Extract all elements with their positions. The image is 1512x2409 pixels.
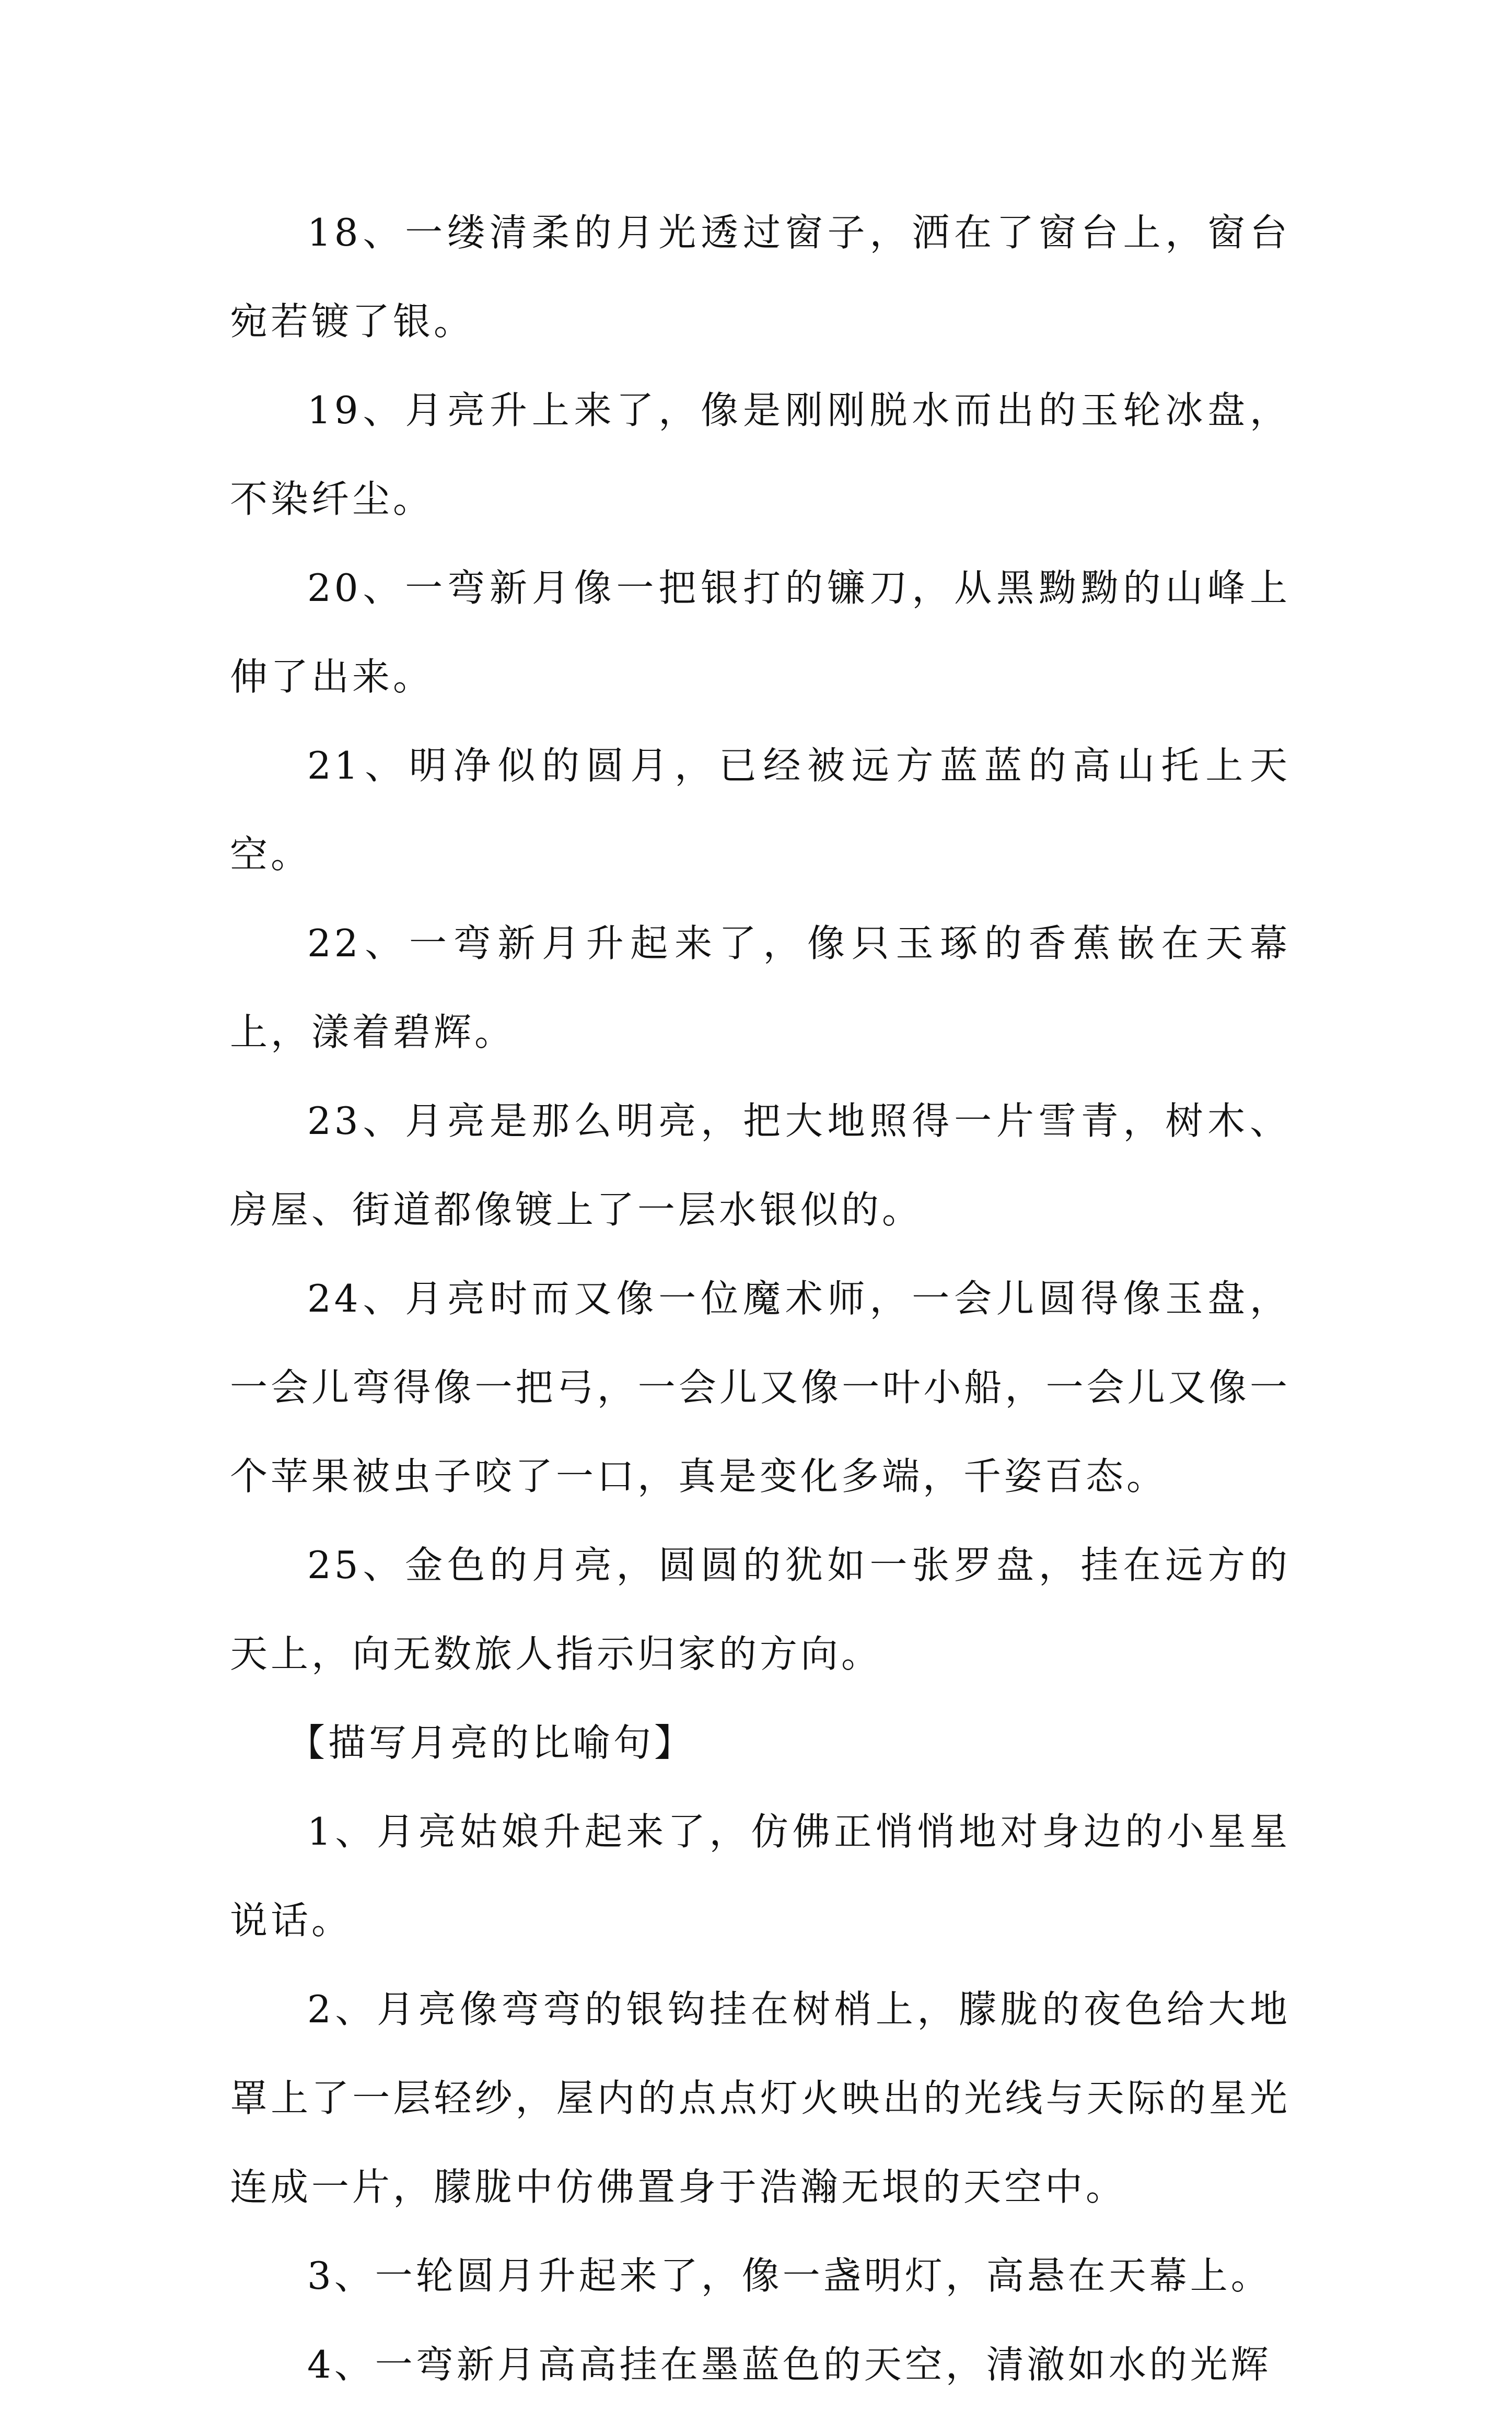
document-body: [230, 188, 1290, 2409]
paragraph-22: 22、一弯新月升起来了，像只玉琢的香蕉嵌在天幕上，漾着碧辉。: [230, 921, 1290, 1054]
section-heading: 【描写月亮的比喻句】: [287, 1721, 695, 1765]
paragraph-21: 21、明净似的圆月，已经被远方蓝蓝的高山托上天空。: [230, 744, 1290, 876]
section-paragraph-1: 1、月亮姑娘升起来了，仿佛正悄悄地对身边的小星星说话。: [230, 1810, 1290, 1942]
paragraph-24: 24、月亮时而又像一位魔术师，一会儿圆得像玉盘，一会儿弯得像一把弓，一会儿又像一叶小船，一会儿又像一个苹果被虫子咬了一口，真是变化多端，千姿百态。: [230, 1277, 1290, 1498]
paragraph-23: 23、月亮是那么明亮，把大地照得一片雪青，树木、房屋、街道都像镀上了一层水银似的。: [230, 1099, 1290, 1232]
paragraph-25: 25、金色的月亮，圆圆的犹如一张罗盘，挂在远方的天上，向无数旅人指示归家的方向。: [230, 1543, 1290, 1676]
paragraph-18: 18、一缕清柔的月光透过窗子，洒在了窗台上，窗台宛若镀了银。: [230, 211, 1290, 343]
paragraph-20: 20、一弯新月像一把银打的镰刀，从黑黝黝的山峰上伸了出来。: [230, 566, 1290, 699]
paragraph-19: 19、月亮升上来了，像是刚刚脱水而出的玉轮冰盘，不染纤尘。: [230, 388, 1290, 521]
section-paragraph-3: 3、一轮圆月升起来了，像一盏明灯，高悬在天幕上。: [307, 2254, 1272, 2298]
section-paragraph-2: 2、月亮像弯弯的银钩挂在树梢上，朦胧的夜色给大地罩上了一层轻纱，屋内的点点灯火映出的光线与天际的星光连成一片，朦胧中仿佛置身于浩瀚无垠的天空中。: [230, 1987, 1290, 2209]
section-paragraph-4: 4、一弯新月高高挂在墨蓝色的天空，清澈如水的光辉: [307, 2343, 1272, 2387]
